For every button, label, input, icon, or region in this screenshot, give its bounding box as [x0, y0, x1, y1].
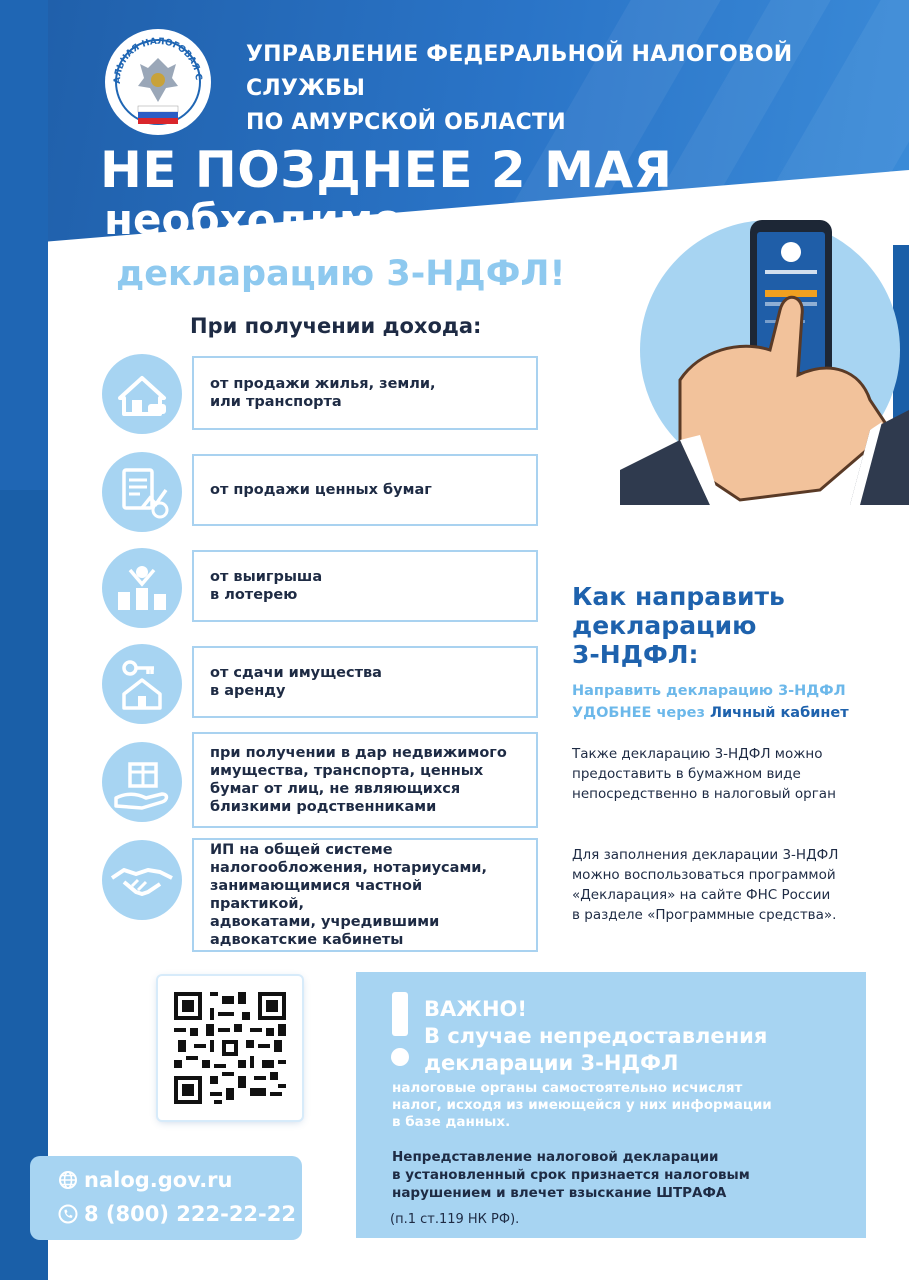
important-text-line: налоговые органы самостоятельно исчислят — [392, 1080, 743, 1096]
income-item-text: от продажи ценных бумаг — [210, 482, 432, 498]
fns-emblem-logo — [104, 28, 212, 136]
income-section-title: При получении дохода: — [190, 314, 482, 338]
website-contact[interactable] — [58, 1168, 232, 1192]
globe-icon — [58, 1170, 78, 1190]
handshake-icon — [102, 840, 182, 920]
income-item-text: или транспорта — [210, 394, 342, 410]
paper-submission-text — [572, 744, 882, 804]
income-item-text: при получении в дар недвижимого — [210, 745, 507, 761]
phone-number[interactable]: 8 (800) 222-22-22 — [84, 1202, 296, 1226]
important-text-line: в базе данных. — [392, 1114, 511, 1130]
phone-icon — [58, 1204, 78, 1224]
organization-title — [246, 38, 806, 140]
headline-deadline: НЕ ПОЗДНЕЕ 2 МАЯ — [100, 141, 673, 199]
penalty-warning-text — [392, 1148, 852, 1202]
recommendation-line: Направить декларацию 3-НДФЛ — [572, 683, 846, 699]
qr-code-image — [174, 992, 286, 1104]
income-item-text: имущества, транспорта, ценных — [210, 763, 484, 779]
income-item-entrepreneurs — [192, 838, 538, 952]
how-to-submit-title-line: декларацию — [572, 611, 757, 640]
income-item-property-sale — [192, 356, 538, 430]
important-title-line: В случае непредоставления — [424, 1024, 768, 1048]
phone-in-hands-illustration — [620, 200, 909, 505]
recommendation-text: УДОБНЕЕ через — [572, 705, 710, 721]
how-to-submit-title-line: Как направить — [572, 582, 785, 611]
law-reference: (п.1 ст.119 НК РФ). — [390, 1212, 520, 1227]
income-item-text: близкими родственниками — [210, 799, 437, 815]
income-item-text: бумаг от лиц, не являющихся — [210, 781, 461, 797]
income-item-text: адвокатами, учредившими — [210, 914, 440, 930]
phone-contact[interactable] — [58, 1202, 296, 1226]
headline-must-submit: необходимо подать — [104, 195, 588, 244]
income-item-text: адвокатские кабинеты — [210, 932, 404, 948]
penalty-line: Непредставление налоговой декларации — [392, 1149, 719, 1165]
declaration-program-text — [572, 845, 892, 925]
how-to-submit-title-line: 3-НДФЛ: — [572, 640, 699, 669]
income-item-text: ИП на общей системе — [210, 842, 393, 858]
important-text-line: налог, исходя из имеющейся у них информации — [392, 1097, 772, 1113]
personal-account-link[interactable]: Личный кабинет — [709, 705, 849, 721]
income-item-text: от продажи жилья, земли, — [210, 376, 436, 392]
paper-submission-line: предоставить в бумажном виде — [572, 766, 801, 782]
important-title-line: ВАЖНО! — [424, 997, 527, 1021]
income-item-gift — [192, 732, 538, 828]
important-notice-text — [392, 1080, 852, 1131]
important-notice-title — [424, 996, 854, 1077]
income-item-securities-sale — [192, 454, 538, 526]
organization-title-line: ПО АМУРСКОЙ ОБЛАСТИ — [246, 110, 566, 135]
income-item-rent — [192, 646, 538, 718]
document-chart-icon — [102, 452, 182, 532]
website-link[interactable]: nalog.gov.ru — [84, 1168, 233, 1192]
declaration-program-line: «Декларация» на сайте ФНС России — [572, 887, 831, 903]
declaration-program-line: в разделе «Программные средства». — [572, 907, 837, 923]
income-item-text: налогообложения, нотариусами, — [210, 860, 487, 876]
house-car-icon — [102, 354, 182, 434]
income-item-text: от выигрыша — [210, 569, 323, 585]
qr-code[interactable] — [158, 976, 302, 1120]
income-item-text: занимающимися частной практикой, — [210, 878, 423, 912]
recommendation-line — [572, 702, 892, 724]
income-item-lottery — [192, 550, 538, 622]
exclamation-icon — [392, 992, 408, 1036]
paper-submission-line: непосредственно в налоговый орган — [572, 786, 836, 802]
personal-account-recommendation — [572, 680, 892, 724]
lottery-winner-icon — [102, 548, 182, 628]
important-title-line: декларации 3-НДФЛ — [424, 1051, 679, 1075]
how-to-submit-title — [572, 582, 872, 669]
income-item-text: от сдачи имущества — [210, 665, 382, 681]
headline-declaration: декларацию 3-НДФЛ! — [116, 254, 566, 294]
penalty-line: в установленный срок признается налоговым — [392, 1167, 750, 1183]
gift-hand-icon — [102, 742, 182, 822]
penalty-line: нарушением и влечет взыскание ШТРАФА — [392, 1185, 727, 1201]
income-item-text: в лотерею — [210, 587, 298, 603]
income-item-text: в аренду — [210, 683, 286, 699]
paper-submission-line: Также декларацию 3-НДФЛ можно — [572, 746, 823, 762]
key-house-icon — [102, 644, 182, 724]
emblem-ring-text: АЛЬНАЯ НАЛОГОВАЯ С — [112, 36, 204, 85]
declaration-program-line: Для заполнения декларации 3-НДФЛ — [572, 847, 839, 863]
contact-box — [30, 1156, 302, 1240]
organization-title-line: УПРАВЛЕНИЕ ФЕДЕРАЛЬНОЙ НАЛОГОВОЙ СЛУЖБЫ — [246, 42, 793, 101]
declaration-program-line: можно воспользоваться программой — [572, 867, 836, 883]
exclamation-dot-icon — [391, 1048, 409, 1066]
